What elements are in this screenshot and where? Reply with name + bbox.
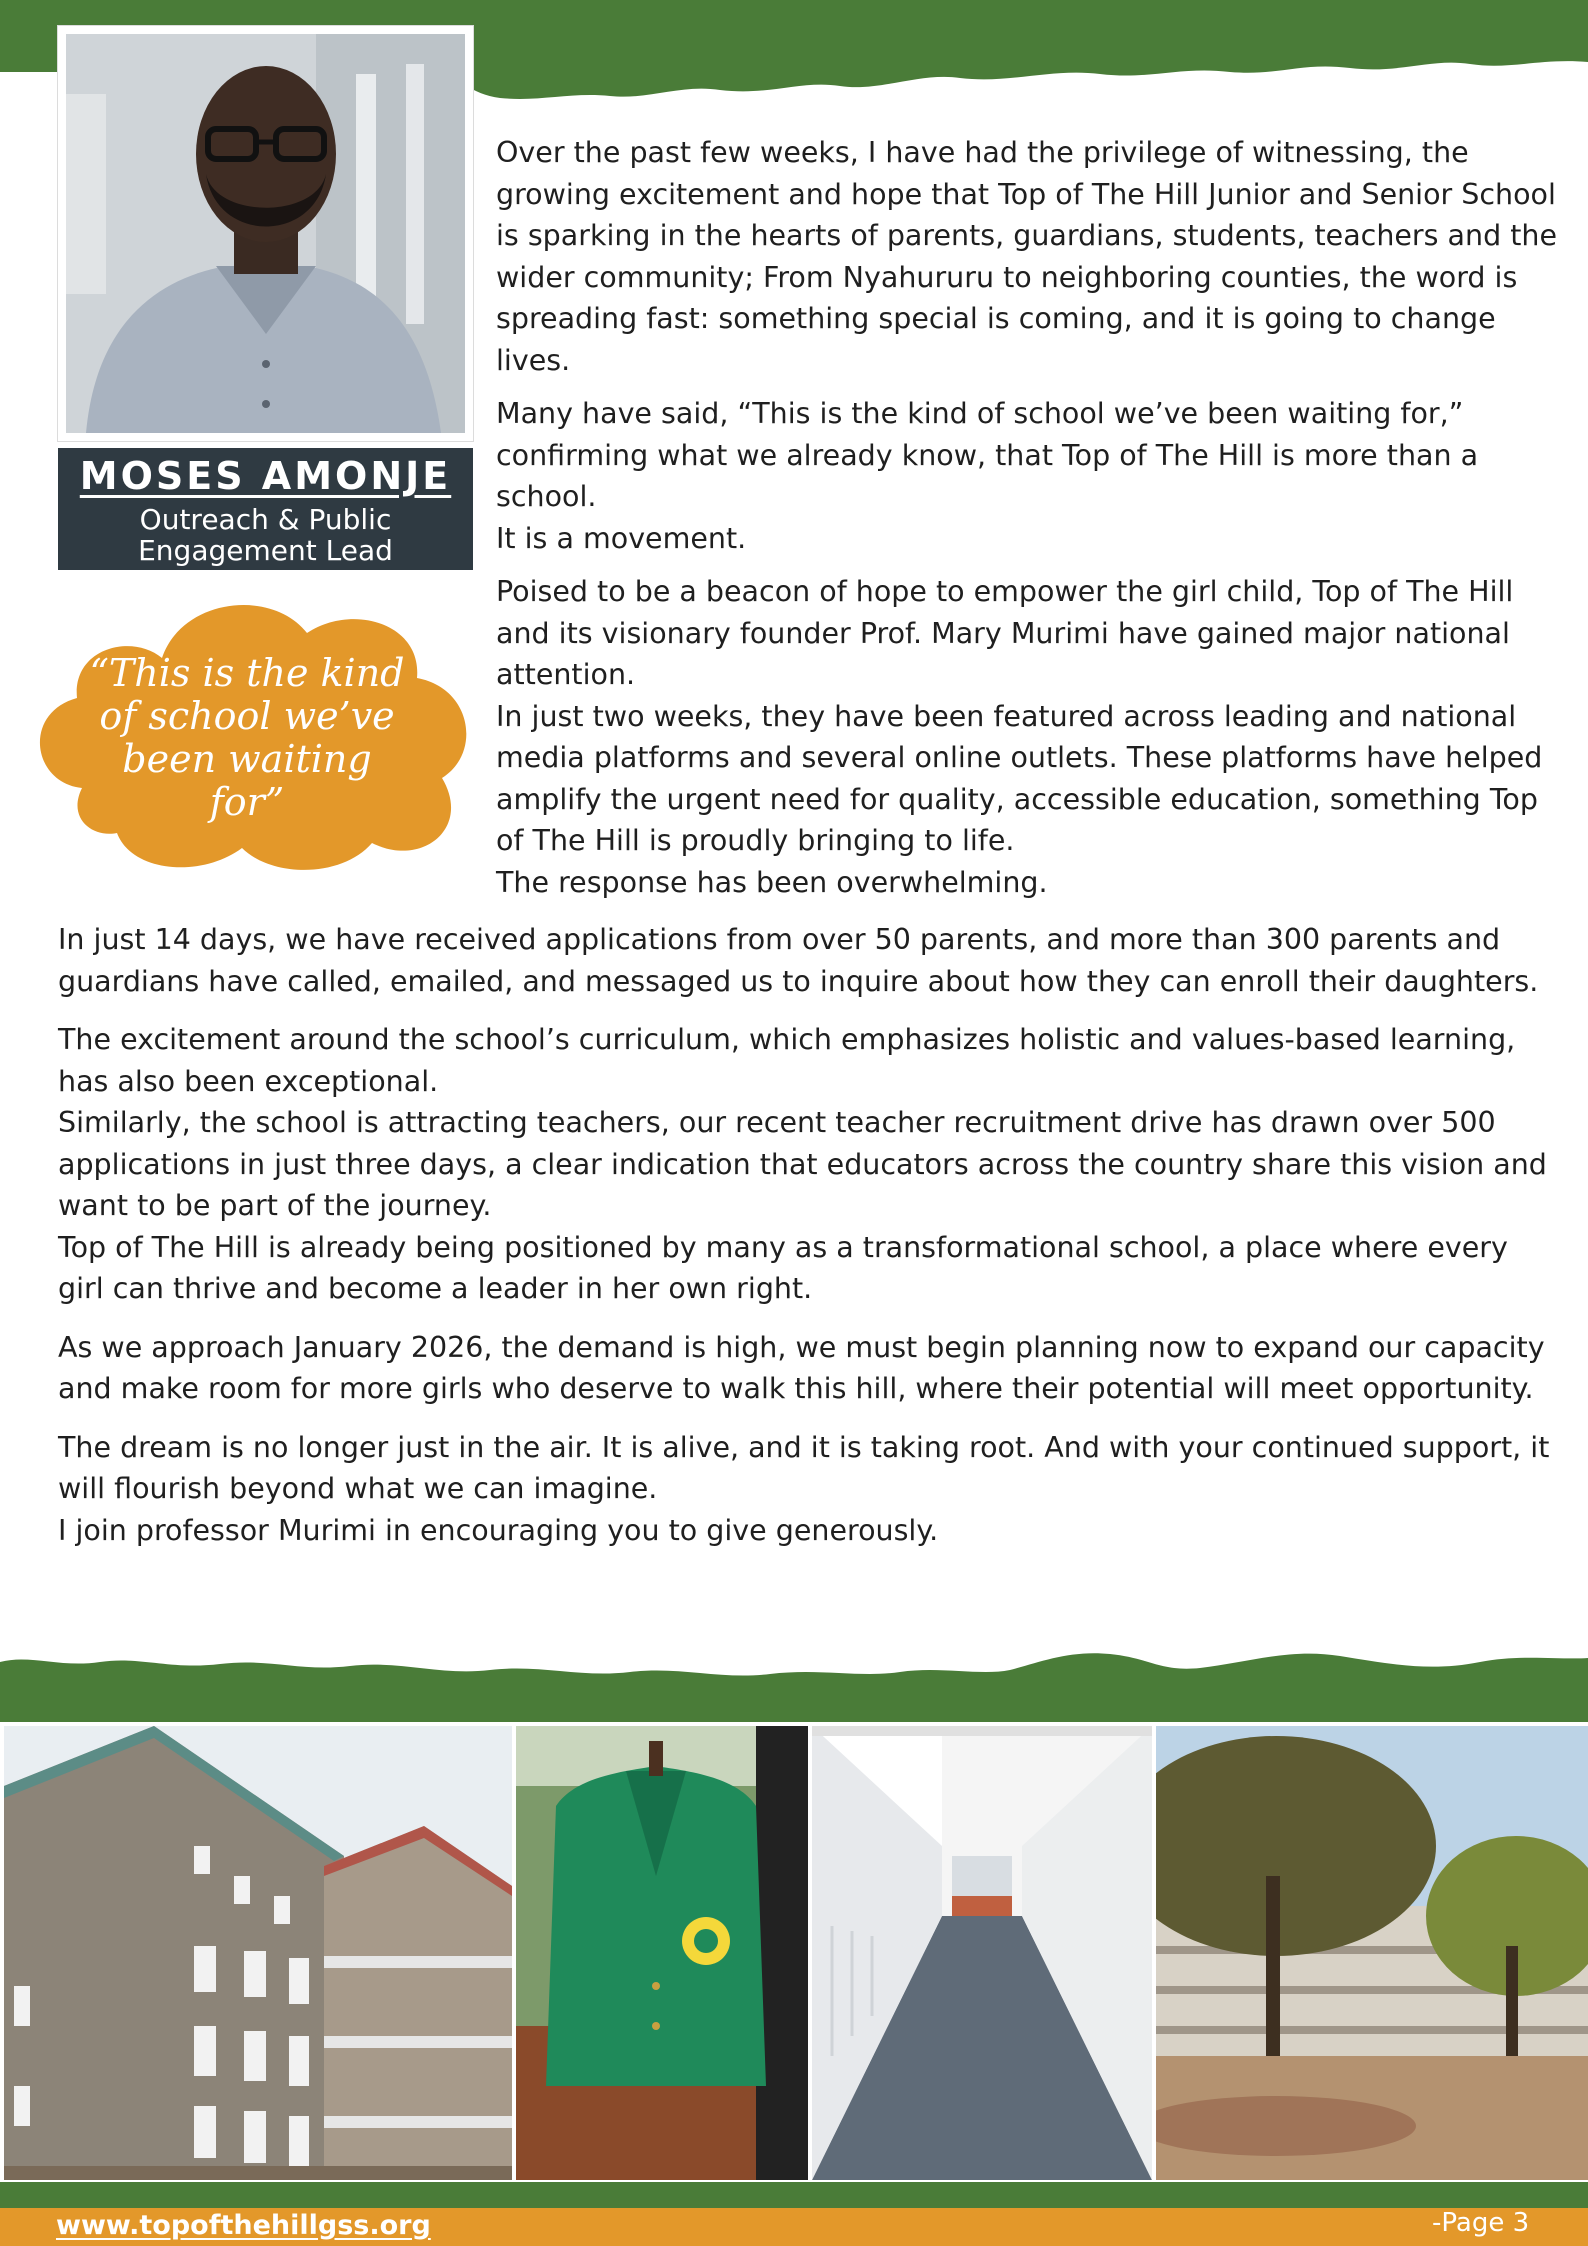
- article-paragraph: I join professor Murimi in encouraging you to give generously.: [58, 1513, 939, 1547]
- article-paragraph: The excitement around the school’s curriculum, which emphasizes holistic and values-based learning, has also been exceptional.: [58, 1023, 1516, 1098]
- campus-photo: [1156, 1726, 1588, 2180]
- green-blazer-uniform-photo-icon: [516, 1726, 808, 2180]
- author-role: Outreach & Public Engagement Lead: [138, 503, 393, 567]
- campus-trees-photo-icon: [1156, 1726, 1588, 2180]
- corridor-photo-icon: [812, 1726, 1152, 2180]
- photo-gallery: [0, 1722, 1588, 2180]
- corridor-photo: [812, 1726, 1152, 2180]
- article-paragraph: As we approach January 2026, the demand is high, we must begin planning now to expand our capacity and make room for more girls who deserve to walk this hill, where their potential will meet opportunity.: [58, 1330, 1545, 1405]
- article-paragraph: It is a movement.: [496, 521, 747, 555]
- article-paragraph: In just two weeks, they have been featured across leading and national media platforms and several online outlets. These platforms have helped amplify the urgent need for quality, accessible education, something Top of The Hill is proudly bringing to life.: [496, 699, 1543, 857]
- article-paragraph: Over the past few weeks, I have had the privilege of witnessing, the growing excitement and hope that Top of The Hill Junior and Senior School is sparking in the hearts of parents, guardians, students, teachers and the wider community; From Nyahururu to neighboring counties, the word is spreading fast: something special is coming, and it is going to change lives.: [496, 136, 1557, 377]
- author-photo: [58, 26, 473, 441]
- article-right-column: [496, 132, 1558, 915]
- portrait-photo-icon: [66, 34, 465, 433]
- article-paragraph: Similarly, the school is attracting teachers, our recent teacher recruitment drive has drawn over 500 applications in just three days, a clear indication that educators across the country share this vision and want to be part of the journey.: [58, 1106, 1547, 1222]
- school-building-photo: [4, 1726, 512, 2180]
- footer-green-bar: [0, 2182, 1588, 2208]
- article-paragraph: In just 14 days, we have received applications from over 50 parents, and more than 300 parents and guardians have called, emailed, and messaged us to inquire about how they can enroll their daughters.: [58, 923, 1539, 998]
- school-building-photo-icon: [4, 1726, 512, 2180]
- gallery-wave-band: [0, 1632, 1588, 1724]
- article-paragraph: Top of The Hill is already being positioned by many as a transformational school, a place where every girl can thrive and become a leader in her own right.: [58, 1230, 1508, 1305]
- article-paragraph: The response has been overwhelming.: [496, 865, 1048, 899]
- page-number: -Page 3: [1432, 2208, 1530, 2238]
- article-paragraph: Many have said, “This is the kind of school we’ve been waiting for,” confirming what we already know, that Top of The Hill is more than a school.: [496, 397, 1479, 513]
- blazer-uniform-photo: [516, 1726, 808, 2180]
- article-full-width: [58, 919, 1558, 1568]
- article-paragraph: The dream is no longer just in the air. It is alive, and it is taking root. And with your continued support, it will flourish beyond what we can imagine.: [58, 1430, 1550, 1505]
- author-name-plate: [58, 448, 473, 570]
- footer-website-link[interactable]: www.topofthehillgss.org: [56, 2210, 431, 2241]
- pull-quote-text: “This is the kind of school we’ve been waiting for”: [89, 651, 405, 824]
- article-paragraph: Poised to be a beacon of hope to empower the girl child, Top of The Hill and its visionary founder Prof. Mary Murimi have gained major national attention.: [496, 575, 1514, 691]
- author-name: MOSES AMONJE: [79, 454, 452, 498]
